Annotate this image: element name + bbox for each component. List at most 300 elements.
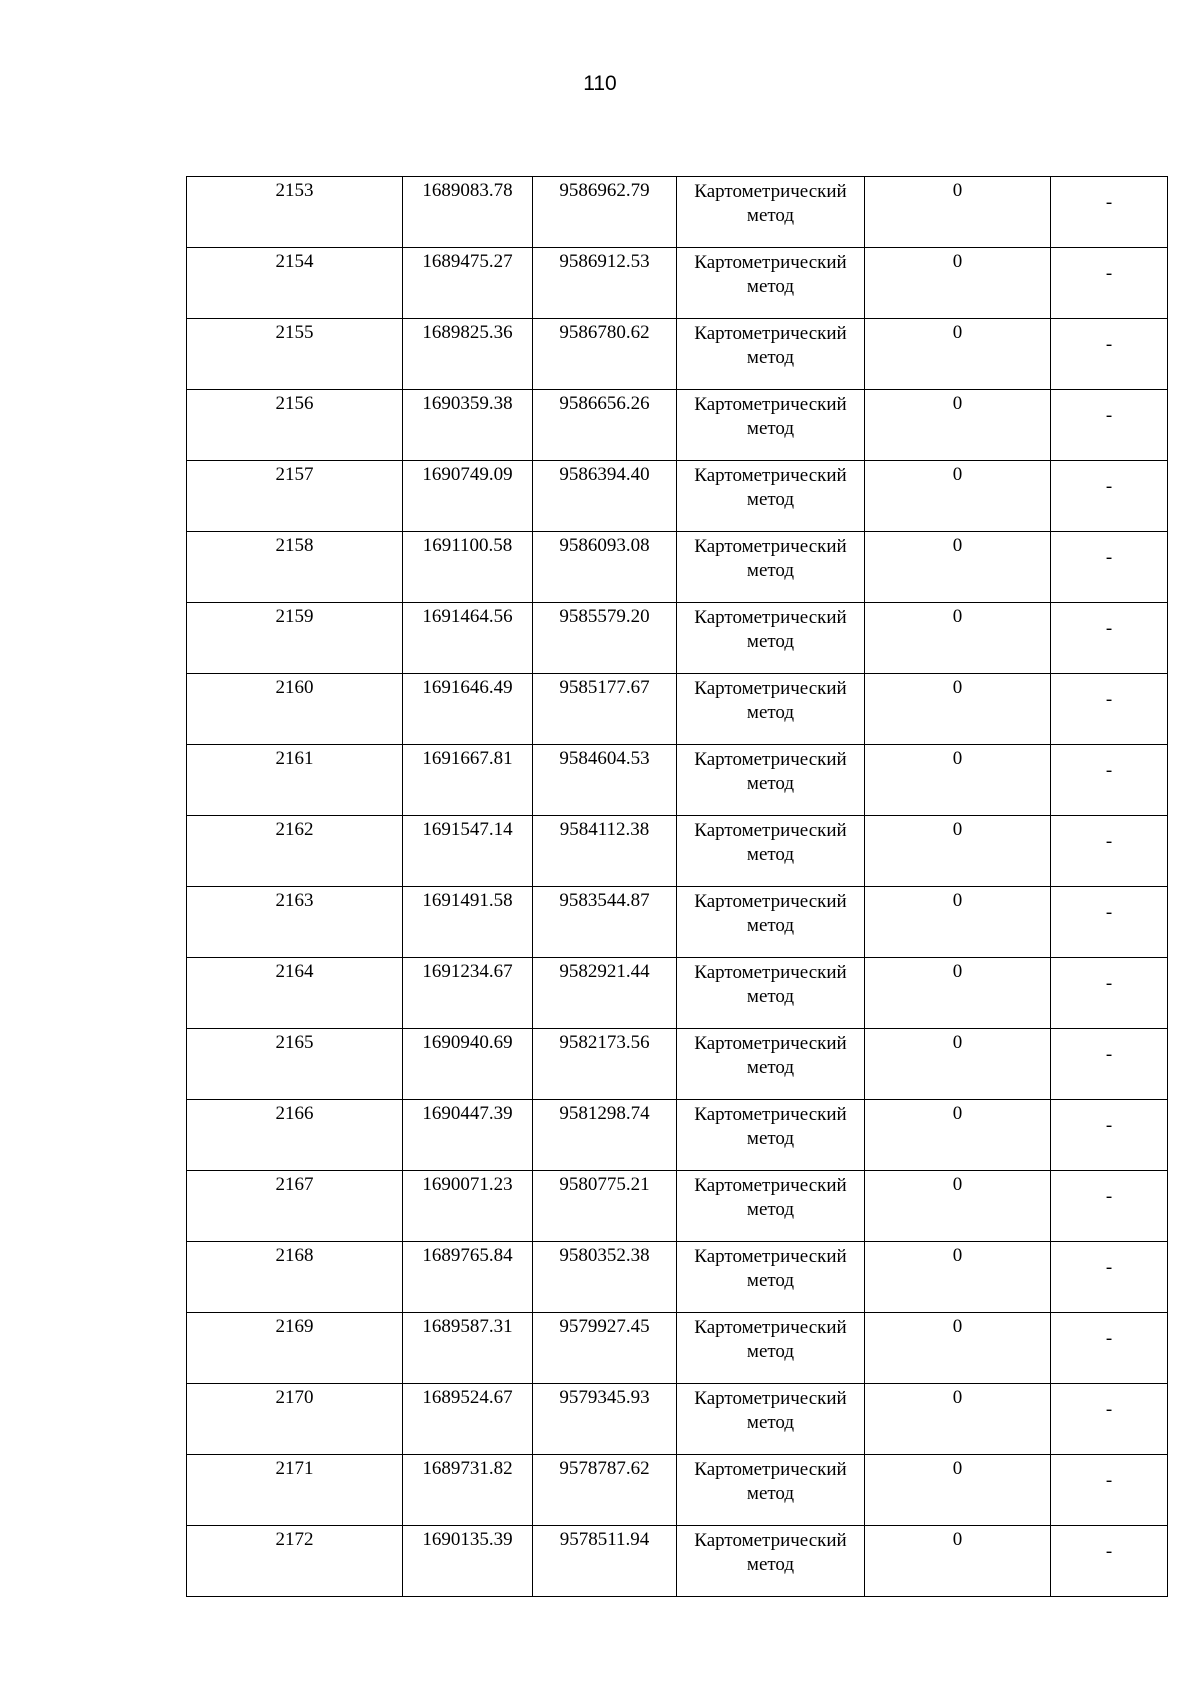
x-coordinate-text: 1690940.69 <box>422 1032 513 1053</box>
method-line-2: метод <box>746 276 795 297</box>
point-number-text: 2167 <box>275 1174 314 1195</box>
error-cell <box>865 1455 1051 1526</box>
note-text: - <box>1105 1541 1113 1562</box>
x-coordinate-cell <box>403 1526 533 1597</box>
point-number-cell <box>187 177 403 248</box>
table-row <box>187 745 1168 816</box>
point-number-cell <box>187 248 403 319</box>
method-line-1: Картометрический <box>694 1530 847 1551</box>
y-coordinate-cell <box>533 745 677 816</box>
x-coordinate-cell <box>403 248 533 319</box>
point-number-text: 2156 <box>275 393 314 414</box>
method-line-1: Картометрический <box>694 536 847 557</box>
method-line-2: метод <box>746 1199 795 1220</box>
table-row <box>187 674 1168 745</box>
note-cell <box>1051 1526 1168 1597</box>
x-coordinate-text: 1691646.49 <box>422 677 513 698</box>
point-number-cell <box>187 887 403 958</box>
method-line-1: Картометрический <box>694 1459 847 1480</box>
coordinates-table-body <box>187 177 1168 1597</box>
table-row <box>187 1171 1168 1242</box>
note-cell <box>1051 177 1168 248</box>
method-line-2: метод <box>746 986 795 1007</box>
y-coordinate-text: 9586093.08 <box>559 535 650 556</box>
point-number-text: 2165 <box>275 1032 314 1053</box>
error-cell <box>865 248 1051 319</box>
method-text <box>677 532 864 583</box>
point-number-cell <box>187 745 403 816</box>
method-cell <box>677 1526 865 1597</box>
method-line-2: метод <box>746 702 795 723</box>
note-text: - <box>1105 1115 1113 1136</box>
point-number-text: 2162 <box>275 819 314 840</box>
method-line-2: метод <box>746 1483 795 1504</box>
point-number-text: 2161 <box>275 748 314 769</box>
table-row <box>187 958 1168 1029</box>
y-coordinate-cell <box>533 532 677 603</box>
x-coordinate-text: 1690749.09 <box>422 464 513 485</box>
error-cell <box>865 887 1051 958</box>
note-cell <box>1051 1171 1168 1242</box>
point-number-text: 2172 <box>275 1529 314 1550</box>
error-text: 0 <box>952 961 963 982</box>
x-coordinate-cell <box>403 532 533 603</box>
method-text <box>677 390 864 441</box>
method-text <box>677 177 864 228</box>
note-text: - <box>1105 618 1113 639</box>
point-number-text: 2168 <box>275 1245 314 1266</box>
y-coordinate-cell <box>533 1029 677 1100</box>
y-coordinate-cell <box>533 390 677 461</box>
x-coordinate-cell <box>403 745 533 816</box>
note-text: - <box>1105 334 1113 355</box>
x-coordinate-cell <box>403 816 533 887</box>
table-row <box>187 177 1168 248</box>
y-coordinate-text: 9584112.38 <box>559 819 650 840</box>
note-cell <box>1051 603 1168 674</box>
y-coordinate-text: 9580352.38 <box>559 1245 650 1266</box>
y-coordinate-cell <box>533 674 677 745</box>
y-coordinate-text: 9586656.26 <box>559 393 650 414</box>
method-line-2: метод <box>746 915 795 936</box>
error-text: 0 <box>952 180 963 201</box>
note-cell <box>1051 461 1168 532</box>
x-coordinate-text: 1691491.58 <box>422 890 513 911</box>
method-line-1: Картометрический <box>694 962 847 983</box>
y-coordinate-cell <box>533 1100 677 1171</box>
table-row <box>187 248 1168 319</box>
x-coordinate-cell <box>403 390 533 461</box>
note-text: - <box>1105 1470 1113 1491</box>
point-number-text: 2153 <box>275 180 314 201</box>
point-number-text: 2166 <box>275 1103 314 1124</box>
error-text: 0 <box>952 251 963 272</box>
point-number-cell <box>187 1384 403 1455</box>
method-cell <box>677 390 865 461</box>
error-cell <box>865 603 1051 674</box>
note-cell <box>1051 745 1168 816</box>
point-number-cell <box>187 1313 403 1384</box>
method-line-1: Картометрический <box>694 323 847 344</box>
x-coordinate-cell <box>403 887 533 958</box>
y-coordinate-cell <box>533 177 677 248</box>
method-line-1: Картометрический <box>694 749 847 770</box>
method-line-1: Картометрический <box>694 181 847 202</box>
method-line-2: метод <box>746 1341 795 1362</box>
error-text: 0 <box>952 1529 963 1550</box>
x-coordinate-cell <box>403 1100 533 1171</box>
y-coordinate-cell <box>533 319 677 390</box>
point-number-cell <box>187 1242 403 1313</box>
x-coordinate-text: 1690359.38 <box>422 393 513 414</box>
method-line-2: метод <box>746 1057 795 1078</box>
method-cell <box>677 603 865 674</box>
method-cell <box>677 1455 865 1526</box>
x-coordinate-text: 1689825.36 <box>422 322 513 343</box>
point-number-cell <box>187 816 403 887</box>
point-number-text: 2154 <box>275 251 314 272</box>
point-number-cell <box>187 1029 403 1100</box>
note-text: - <box>1105 760 1113 781</box>
method-line-2: метод <box>746 347 795 368</box>
y-coordinate-text: 9586912.53 <box>559 251 650 272</box>
method-cell <box>677 319 865 390</box>
method-text <box>677 1029 864 1080</box>
x-coordinate-cell <box>403 1313 533 1384</box>
note-cell <box>1051 532 1168 603</box>
error-cell <box>865 1384 1051 1455</box>
point-number-cell <box>187 390 403 461</box>
error-text: 0 <box>952 890 963 911</box>
x-coordinate-text: 1691547.14 <box>422 819 513 840</box>
point-number-text: 2157 <box>275 464 314 485</box>
note-text: - <box>1105 547 1113 568</box>
error-cell <box>865 745 1051 816</box>
method-text <box>677 745 864 796</box>
y-coordinate-text: 9578787.62 <box>559 1458 650 1479</box>
method-line-1: Картометрический <box>694 607 847 628</box>
table-row <box>187 1313 1168 1384</box>
table-row <box>187 1384 1168 1455</box>
method-text <box>677 461 864 512</box>
method-line-1: Картометрический <box>694 678 847 699</box>
note-text: - <box>1105 405 1113 426</box>
x-coordinate-text: 1689524.67 <box>422 1387 513 1408</box>
error-cell <box>865 1242 1051 1313</box>
method-line-1: Картометрический <box>694 1033 847 1054</box>
method-cell <box>677 1029 865 1100</box>
method-line-2: метод <box>746 773 795 794</box>
error-cell <box>865 1100 1051 1171</box>
y-coordinate-text: 9585177.67 <box>559 677 650 698</box>
point-number-cell <box>187 319 403 390</box>
x-coordinate-text: 1690071.23 <box>422 1174 513 1195</box>
method-line-2: метод <box>746 205 795 226</box>
x-coordinate-text: 1689475.27 <box>422 251 513 272</box>
method-cell <box>677 1171 865 1242</box>
x-coordinate-text: 1689731.82 <box>422 1458 513 1479</box>
method-text <box>677 1100 864 1151</box>
method-cell <box>677 1384 865 1455</box>
method-text <box>677 248 864 299</box>
error-cell <box>865 958 1051 1029</box>
note-cell <box>1051 1384 1168 1455</box>
note-cell <box>1051 248 1168 319</box>
note-text: - <box>1105 973 1113 994</box>
y-coordinate-cell <box>533 1313 677 1384</box>
method-cell <box>677 674 865 745</box>
point-number-cell <box>187 958 403 1029</box>
x-coordinate-cell <box>403 1455 533 1526</box>
error-text: 0 <box>952 1316 963 1337</box>
point-number-text: 2164 <box>275 961 314 982</box>
method-cell <box>677 248 865 319</box>
method-text <box>677 887 864 938</box>
error-text: 0 <box>952 1103 963 1124</box>
x-coordinate-cell <box>403 319 533 390</box>
method-text <box>677 1313 864 1364</box>
table-row <box>187 1029 1168 1100</box>
y-coordinate-text: 9586780.62 <box>559 322 650 343</box>
note-cell <box>1051 319 1168 390</box>
error-cell <box>865 1171 1051 1242</box>
note-text: - <box>1105 831 1113 852</box>
error-cell <box>865 390 1051 461</box>
table-row <box>187 390 1168 461</box>
note-text: - <box>1105 689 1113 710</box>
method-line-2: метод <box>746 1412 795 1433</box>
method-cell <box>677 745 865 816</box>
table-row <box>187 1526 1168 1597</box>
point-number-text: 2155 <box>275 322 314 343</box>
point-number-text: 2160 <box>275 677 314 698</box>
error-cell <box>865 461 1051 532</box>
error-text: 0 <box>952 464 963 485</box>
note-text: - <box>1105 192 1113 213</box>
method-line-2: метод <box>746 631 795 652</box>
note-text: - <box>1105 1328 1113 1349</box>
method-line-1: Картометрический <box>694 465 847 486</box>
x-coordinate-cell <box>403 1029 533 1100</box>
method-text <box>677 603 864 654</box>
point-number-cell <box>187 1171 403 1242</box>
note-cell <box>1051 816 1168 887</box>
point-number-cell <box>187 461 403 532</box>
method-line-1: Картометрический <box>694 394 847 415</box>
method-cell <box>677 1242 865 1313</box>
method-cell <box>677 177 865 248</box>
method-line-1: Картометрический <box>694 1317 847 1338</box>
error-text: 0 <box>952 606 963 627</box>
error-text: 0 <box>952 1387 963 1408</box>
note-text: - <box>1105 1044 1113 1065</box>
error-text: 0 <box>952 677 963 698</box>
error-text: 0 <box>952 748 963 769</box>
table-row <box>187 1455 1168 1526</box>
x-coordinate-text: 1689083.78 <box>422 180 513 201</box>
method-line-2: метод <box>746 489 795 510</box>
table-row <box>187 1242 1168 1313</box>
y-coordinate-text: 9585579.20 <box>559 606 650 627</box>
x-coordinate-text: 1691100.58 <box>422 535 513 556</box>
error-text: 0 <box>952 1032 963 1053</box>
x-coordinate-cell <box>403 674 533 745</box>
x-coordinate-text: 1691667.81 <box>422 748 513 769</box>
table-row <box>187 1100 1168 1171</box>
y-coordinate-cell <box>533 461 677 532</box>
note-text: - <box>1105 902 1113 923</box>
y-coordinate-text: 9581298.74 <box>559 1103 650 1124</box>
error-cell <box>865 1313 1051 1384</box>
y-coordinate-text: 9586962.79 <box>559 180 650 201</box>
method-line-1: Картометрический <box>694 891 847 912</box>
point-number-text: 2163 <box>275 890 314 911</box>
error-cell <box>865 1526 1051 1597</box>
method-text <box>677 1526 864 1577</box>
note-cell <box>1051 958 1168 1029</box>
table-row <box>187 532 1168 603</box>
error-cell <box>865 816 1051 887</box>
error-text: 0 <box>952 393 963 414</box>
note-cell <box>1051 887 1168 958</box>
method-line-1: Картометрический <box>694 1246 847 1267</box>
y-coordinate-cell <box>533 1171 677 1242</box>
point-number-cell <box>187 1526 403 1597</box>
method-line-1: Картометрический <box>694 1388 847 1409</box>
method-text <box>677 958 864 1009</box>
table-row <box>187 603 1168 674</box>
method-text <box>677 674 864 725</box>
method-text <box>677 319 864 370</box>
y-coordinate-text: 9580775.21 <box>559 1174 650 1195</box>
note-text: - <box>1105 1257 1113 1278</box>
error-text: 0 <box>952 1458 963 1479</box>
y-coordinate-text: 9582173.56 <box>559 1032 650 1053</box>
point-number-cell <box>187 1455 403 1526</box>
note-cell <box>1051 1242 1168 1313</box>
y-coordinate-text: 9582921.44 <box>559 961 650 982</box>
method-line-2: метод <box>746 560 795 581</box>
error-text: 0 <box>952 322 963 343</box>
method-line-1: Картометрический <box>694 820 847 841</box>
point-number-text: 2169 <box>275 1316 314 1337</box>
y-coordinate-text: 9579345.93 <box>559 1387 650 1408</box>
y-coordinate-cell <box>533 887 677 958</box>
point-number-text: 2159 <box>275 606 314 627</box>
method-cell <box>677 816 865 887</box>
y-coordinate-text: 9579927.45 <box>559 1316 650 1337</box>
point-number-cell <box>187 1100 403 1171</box>
x-coordinate-cell <box>403 1171 533 1242</box>
y-coordinate-cell <box>533 1455 677 1526</box>
y-coordinate-cell <box>533 816 677 887</box>
point-number-cell <box>187 603 403 674</box>
y-coordinate-text: 9584604.53 <box>559 748 650 769</box>
y-coordinate-cell <box>533 958 677 1029</box>
note-text: - <box>1105 1399 1113 1420</box>
note-cell <box>1051 390 1168 461</box>
method-line-2: метод <box>746 844 795 865</box>
error-cell <box>865 674 1051 745</box>
y-coordinate-cell <box>533 248 677 319</box>
note-text: - <box>1105 263 1113 284</box>
error-text: 0 <box>952 1174 963 1195</box>
note-cell <box>1051 674 1168 745</box>
y-coordinate-cell <box>533 1526 677 1597</box>
method-cell <box>677 1100 865 1171</box>
method-text <box>677 1384 864 1435</box>
point-number-text: 2171 <box>275 1458 314 1479</box>
table-row <box>187 319 1168 390</box>
point-number-text: 2158 <box>275 535 314 556</box>
x-coordinate-text: 1690447.39 <box>422 1103 513 1124</box>
method-cell <box>677 887 865 958</box>
error-cell <box>865 177 1051 248</box>
note-cell <box>1051 1029 1168 1100</box>
x-coordinate-text: 1690135.39 <box>422 1529 513 1550</box>
note-cell <box>1051 1313 1168 1384</box>
method-line-2: метод <box>746 1270 795 1291</box>
x-coordinate-text: 1691464.56 <box>422 606 513 627</box>
error-text: 0 <box>952 535 963 556</box>
point-number-cell <box>187 674 403 745</box>
note-cell <box>1051 1455 1168 1526</box>
y-coordinate-cell <box>533 603 677 674</box>
method-text <box>677 1455 864 1506</box>
x-coordinate-cell <box>403 958 533 1029</box>
error-cell <box>865 532 1051 603</box>
table-row <box>187 887 1168 958</box>
method-line-1: Картометрический <box>694 252 847 273</box>
y-coordinate-cell <box>533 1242 677 1313</box>
method-line-2: метод <box>746 418 795 439</box>
x-coordinate-cell <box>403 461 533 532</box>
x-coordinate-text: 1689587.31 <box>422 1316 513 1337</box>
table-row <box>187 461 1168 532</box>
method-cell <box>677 958 865 1029</box>
method-text <box>677 1171 864 1222</box>
method-line-2: метод <box>746 1128 795 1149</box>
y-coordinate-cell <box>533 1384 677 1455</box>
x-coordinate-cell <box>403 177 533 248</box>
method-cell <box>677 532 865 603</box>
method-text <box>677 816 864 867</box>
error-cell <box>865 1029 1051 1100</box>
note-text: - <box>1105 476 1113 497</box>
x-coordinate-cell <box>403 1242 533 1313</box>
method-line-1: Картометрический <box>694 1104 847 1125</box>
y-coordinate-text: 9578511.94 <box>559 1529 650 1550</box>
method-line-2: метод <box>746 1554 795 1575</box>
method-text <box>677 1242 864 1293</box>
note-text: - <box>1105 1186 1113 1207</box>
x-coordinate-text: 1689765.84 <box>422 1245 513 1266</box>
note-cell <box>1051 1100 1168 1171</box>
table-row <box>187 816 1168 887</box>
x-coordinate-text: 1691234.67 <box>422 961 513 982</box>
method-line-1: Картометрический <box>694 1175 847 1196</box>
y-coordinate-text: 9586394.40 <box>559 464 650 485</box>
page-number: 110 <box>583 72 617 95</box>
x-coordinate-cell <box>403 603 533 674</box>
error-cell <box>865 319 1051 390</box>
point-number-cell <box>187 532 403 603</box>
error-text: 0 <box>952 1245 963 1266</box>
x-coordinate-cell <box>403 1384 533 1455</box>
error-text: 0 <box>952 819 963 840</box>
coordinates-table <box>186 176 1168 1597</box>
method-cell <box>677 1313 865 1384</box>
